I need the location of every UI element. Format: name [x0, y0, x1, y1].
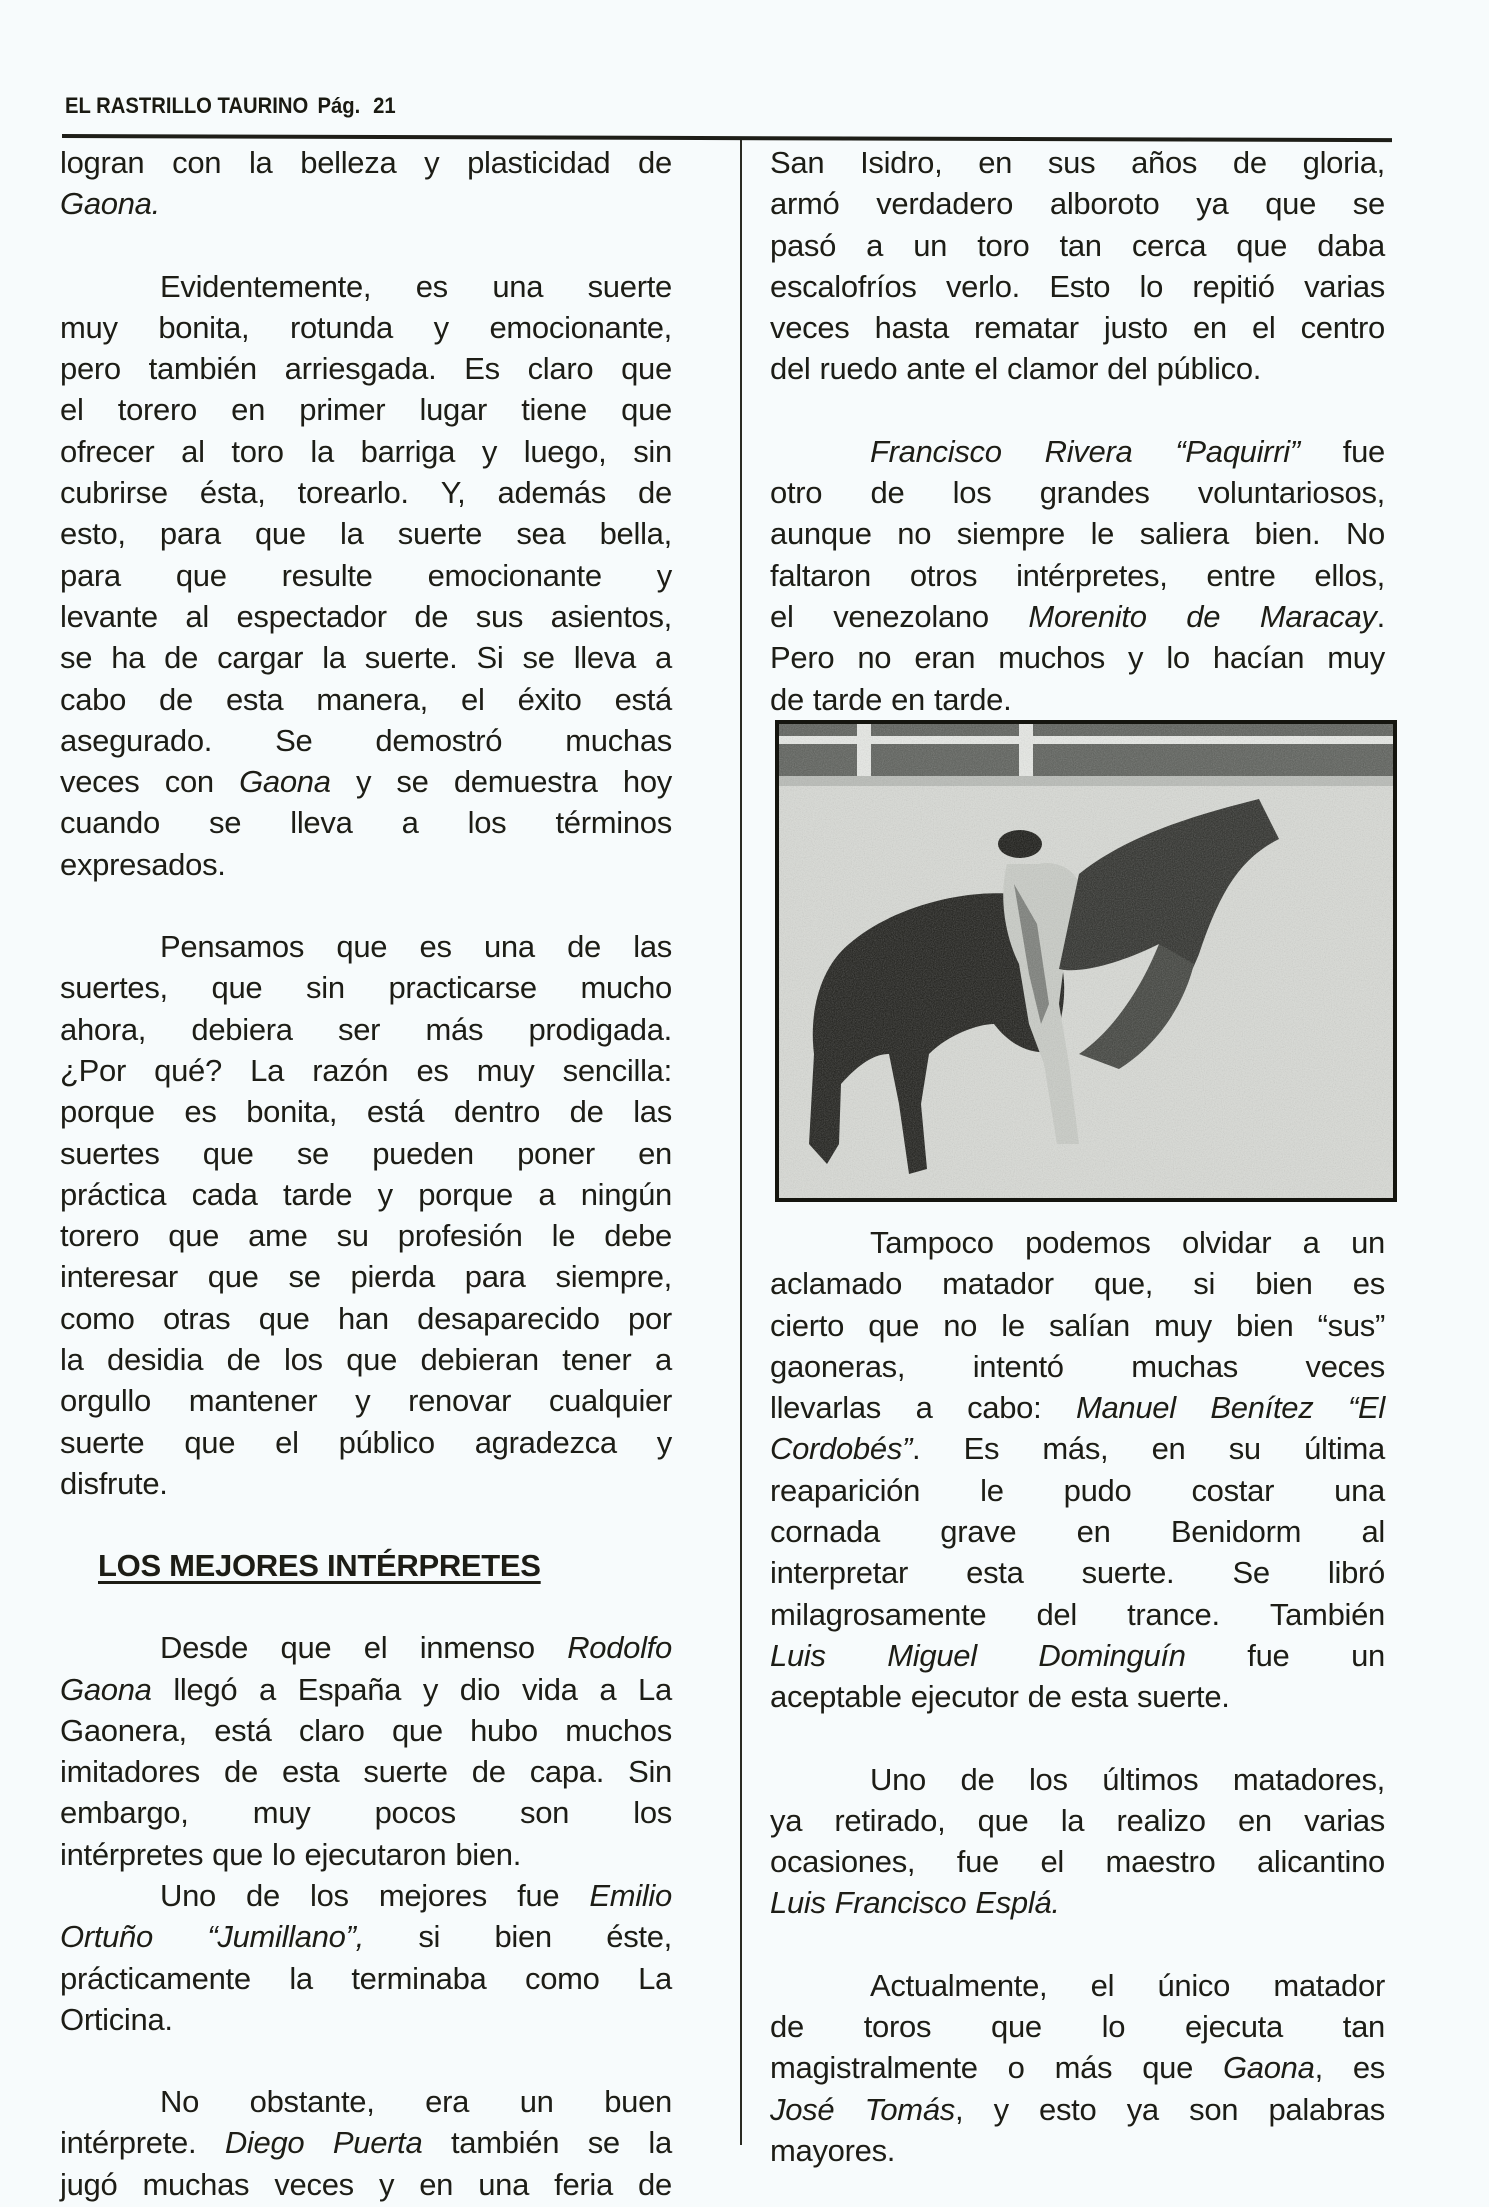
text-line: interpretar esta suerte. Se libró [770, 1555, 1385, 1591]
text-line: José Tomás, y esto ya son palabras [770, 2091, 1385, 2127]
bullfight-photo-icon [779, 724, 1393, 1198]
text-line: logran con la belleza y plasticidad de [60, 145, 672, 180]
text-line: suertes que se pueden poner en [60, 1135, 672, 1171]
text-line: Francisco Rivera “Paquirri” fue [870, 433, 1385, 469]
text-line: Luis Miguel Dominguín fue un [770, 1637, 1385, 1673]
header-rule [62, 134, 1392, 142]
text-line: llevarlas a cabo: Manuel Benítez “El [770, 1390, 1385, 1426]
text-line: reaparición le pudo costar una [770, 1472, 1385, 1508]
text-line: cuando se lleva a los términos [60, 805, 672, 841]
paragraph [770, 1222, 1385, 1718]
text-line: el venezolano Morenito de Maracay. [770, 598, 1385, 634]
paragraph [60, 926, 672, 1504]
paragraph-gap [60, 1586, 672, 1627]
text-line: cornada grave en Benidorm al [770, 1514, 1385, 1550]
text-line: faltaron otros intérpretes, entre ellos, [770, 557, 1385, 593]
page-number: 21 [373, 93, 396, 118]
text-line: del ruedo ante el clamor del público. [770, 351, 1262, 387]
text-line: No obstante, era un buen [160, 2084, 672, 2120]
text-line: levante al espectador de sus asientos, [60, 598, 672, 634]
paragraph [770, 1965, 1385, 2171]
running-header [65, 93, 396, 119]
text-line: Uno de los últimos matadores, [870, 1761, 1385, 1797]
paragraph [60, 2081, 672, 2205]
text-line: de tarde en tarde. [770, 681, 1012, 717]
text-line: Ortuño “Jumillano”, si bien éste, [60, 1919, 672, 1955]
text-line: suerte que el público agradezca y [60, 1424, 672, 1460]
text-line: pero también arriesgada. Es claro que [60, 351, 672, 387]
text-line: otro de los grandes voluntariosos, [770, 475, 1385, 511]
text-line: esto, para que la suerte sea bella, [60, 516, 672, 552]
text-line: embargo, muy pocos son los [60, 1795, 672, 1831]
text-line: aclamado matador que, si bien es [770, 1266, 1385, 1302]
text-line: ya retirado, que la realizo en varias [770, 1802, 1385, 1838]
text-line: cabo de esta manera, el éxito está [60, 681, 672, 717]
text-line: expresados. [60, 846, 226, 882]
text-line: gaoneras, intentó muchas veces [770, 1348, 1385, 1384]
text-line: torero que ame su profesión le debe [60, 1218, 672, 1254]
text-line: Cordobés”. Es más, en su última [770, 1431, 1385, 1467]
right-column-top [770, 142, 1385, 720]
text-line: veces con Gaona y se demuestra hoy [60, 764, 672, 800]
paragraph-gap [60, 2040, 672, 2081]
text-line: suertes, que sin practicarse mucho [60, 970, 672, 1006]
text-line: magistralmente o más que Gaona, es [770, 2050, 1385, 2086]
paragraph [60, 1627, 672, 1875]
text-line: jugó muchas veces y en una feria de [60, 2166, 672, 2202]
text-line: Gaonera, está claro que hubo muchos [60, 1712, 672, 1748]
paragraph-gap [60, 1504, 672, 1545]
paragraph [60, 142, 672, 225]
paragraph-gap [770, 390, 1385, 431]
text-line: Actualmente, el único matador [870, 1967, 1385, 2003]
text-line: la desidia de los que debieran tener a [60, 1342, 672, 1378]
text-line: San Isidro, en sus años de gloria, [770, 145, 1385, 180]
text-line: como otras que han desaparecido por [60, 1300, 672, 1336]
right-column-bottom [770, 1222, 1385, 2171]
text-line: muy bonita, rotunda y emocionante, [60, 309, 672, 345]
publication-name: EL RASTRILLO TAURINO [65, 93, 309, 118]
text-line: asegurado. Se demostró muchas [60, 722, 672, 758]
text-line: Gaona llegó a España y dio vida a La [60, 1671, 672, 1707]
text-line: armó verdadero alboroto ya que se [770, 186, 1385, 222]
text-line: se ha de cargar la suerte. Si se lleva a [60, 640, 672, 676]
text-line: ahora, debiera ser más prodigada. [60, 1011, 672, 1047]
text-line: aunque no siempre le saliera bien. No [770, 516, 1385, 552]
text-line: intérprete. Diego Puerta también se la [60, 2125, 672, 2161]
text-line: el torero en primer lugar tiene que [60, 392, 672, 428]
text-line: Pensamos que es una de las [160, 929, 672, 965]
text-line: intérpretes que lo ejecutaron bien. [60, 1836, 522, 1872]
text-line: cubrirse ésta, torearlo. Y, además de [60, 475, 672, 511]
text-line: veces hasta rematar justo en el centro [770, 310, 1385, 346]
text-line: cierto que no le salían muy bien “sus” [770, 1307, 1385, 1343]
paragraph-gap [770, 1924, 1385, 1965]
paragraph-gap [770, 1718, 1385, 1759]
text-line: imitadores de esta suerte de capa. Sin [60, 1754, 672, 1790]
paragraph [60, 1875, 672, 2040]
text-line: Orticina. [60, 2001, 173, 2037]
paragraph [770, 142, 1385, 390]
text-line: escalofríos verlo. Esto lo repitió varias [770, 268, 1385, 304]
column-divider [740, 140, 742, 2145]
text-line: ¿Por qué? La razón es muy sencilla: [60, 1052, 672, 1088]
text-line: interesar que se pierda para siempre, [60, 1259, 672, 1295]
paragraph [770, 1759, 1385, 1924]
text-line: ofrecer al toro la barriga y luego, sin [60, 433, 672, 469]
left-column [60, 142, 672, 2205]
text-line: ocasiones, fue el maestro alicantino [770, 1844, 1385, 1880]
text-line: para que resulte emocionante y [60, 557, 672, 593]
page-label: Pág. [317, 93, 361, 118]
text-line: pasó a un toro tan cerca que daba [770, 227, 1385, 263]
text-line: Gaona. [60, 186, 160, 222]
text-line: práctica cada tarde y porque a ningún [60, 1176, 672, 1212]
paragraph-gap [60, 885, 672, 926]
text-line: porque es bonita, está dentro de las [60, 1094, 672, 1130]
text-line: prácticamente la terminaba como La [60, 1960, 672, 1996]
text-line: Tampoco podemos olvidar a un [870, 1225, 1385, 1260]
text-line: de toros que lo ejecuta tan [770, 2009, 1385, 2045]
text-line: Luis Francisco Esplá. [770, 1885, 1060, 1921]
text-line: Desde que el inmenso Rodolfo [160, 1630, 672, 1666]
text-line: Uno de los mejores fue Emilio [160, 1877, 672, 1913]
text-line: orgullo mantener y renovar cualquier [60, 1383, 672, 1419]
bullfight-photo [775, 720, 1397, 1202]
text-line: milagrosamente del trance. También [770, 1596, 1385, 1632]
text-line: disfrute. [60, 1465, 168, 1501]
section-heading: LOS MEJORES INTÉRPRETES [98, 1548, 541, 1584]
paragraph-gap [60, 225, 672, 266]
text-line: aceptable ejecutor de esta suerte. [770, 1679, 1230, 1715]
text-line: Pero no eran muchos y lo hacían muy [770, 640, 1385, 676]
paragraph [770, 431, 1385, 720]
paragraph [60, 266, 672, 885]
text-line: Evidentemente, es una suerte [160, 268, 672, 304]
text-line: mayores. [770, 2132, 896, 2168]
